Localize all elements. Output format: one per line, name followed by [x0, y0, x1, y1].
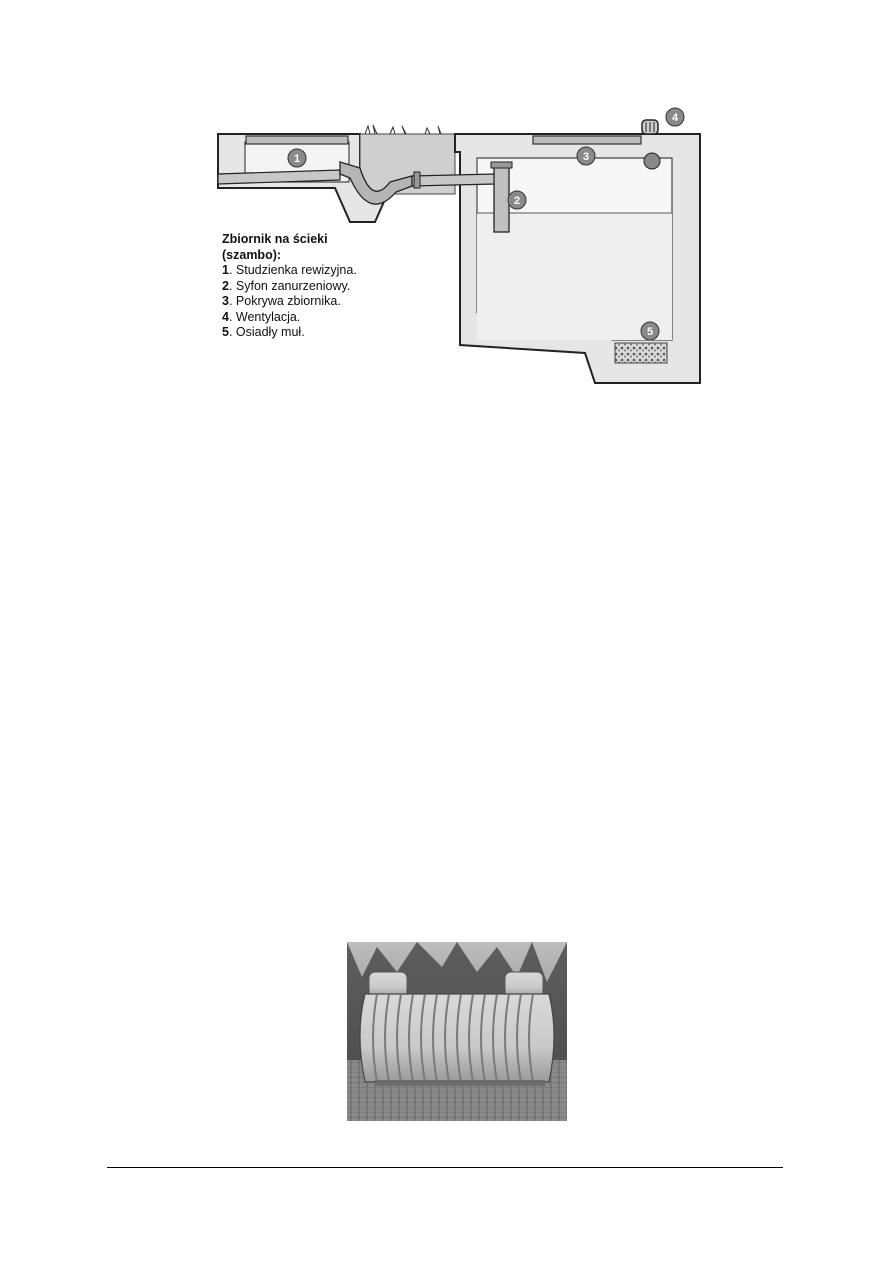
immersion-siphon — [494, 166, 509, 232]
sludge — [615, 343, 667, 363]
tank-cover — [533, 136, 641, 144]
legend-item: 5. Osiadły muł. — [222, 325, 305, 339]
badge-1 — [288, 149, 306, 167]
inspection-chamber-cover — [246, 136, 348, 144]
grass — [365, 125, 441, 134]
siphon-cap — [491, 162, 512, 168]
plastic-tank-image — [347, 942, 567, 1121]
pipe-joint — [414, 172, 420, 188]
badge-2 — [508, 191, 526, 209]
badge-5 — [641, 322, 659, 340]
svg-text:1: 1 — [293, 153, 301, 165]
legend-item: 2. Syfon zanurzeniowy. — [222, 278, 351, 293]
legend-item: 1. Studzienka rewizyjna. — [222, 263, 357, 277]
plastic-tank-photo — [347, 942, 567, 1121]
legend-title-line-1: Zbiornik na ścieki — [222, 232, 328, 246]
legend-item: 3. Pokrywa zbiornika. — [222, 294, 341, 308]
outlet-pipe — [412, 174, 495, 186]
vent-pipe-opening — [644, 153, 660, 169]
svg-text:4: 4 — [671, 112, 679, 124]
diagram-legend — [222, 232, 357, 341]
svg-text:2: 2 — [513, 195, 521, 207]
badge-4 — [666, 108, 684, 126]
legend-title-line-2: (szambo): — [222, 247, 282, 262]
badge-3 — [577, 147, 595, 165]
footer-rule — [107, 1167, 783, 1168]
legend-item: 4. Wentylacja. — [222, 309, 301, 324]
svg-text:3: 3 — [582, 151, 590, 163]
svg-text:5: 5 — [646, 326, 654, 338]
